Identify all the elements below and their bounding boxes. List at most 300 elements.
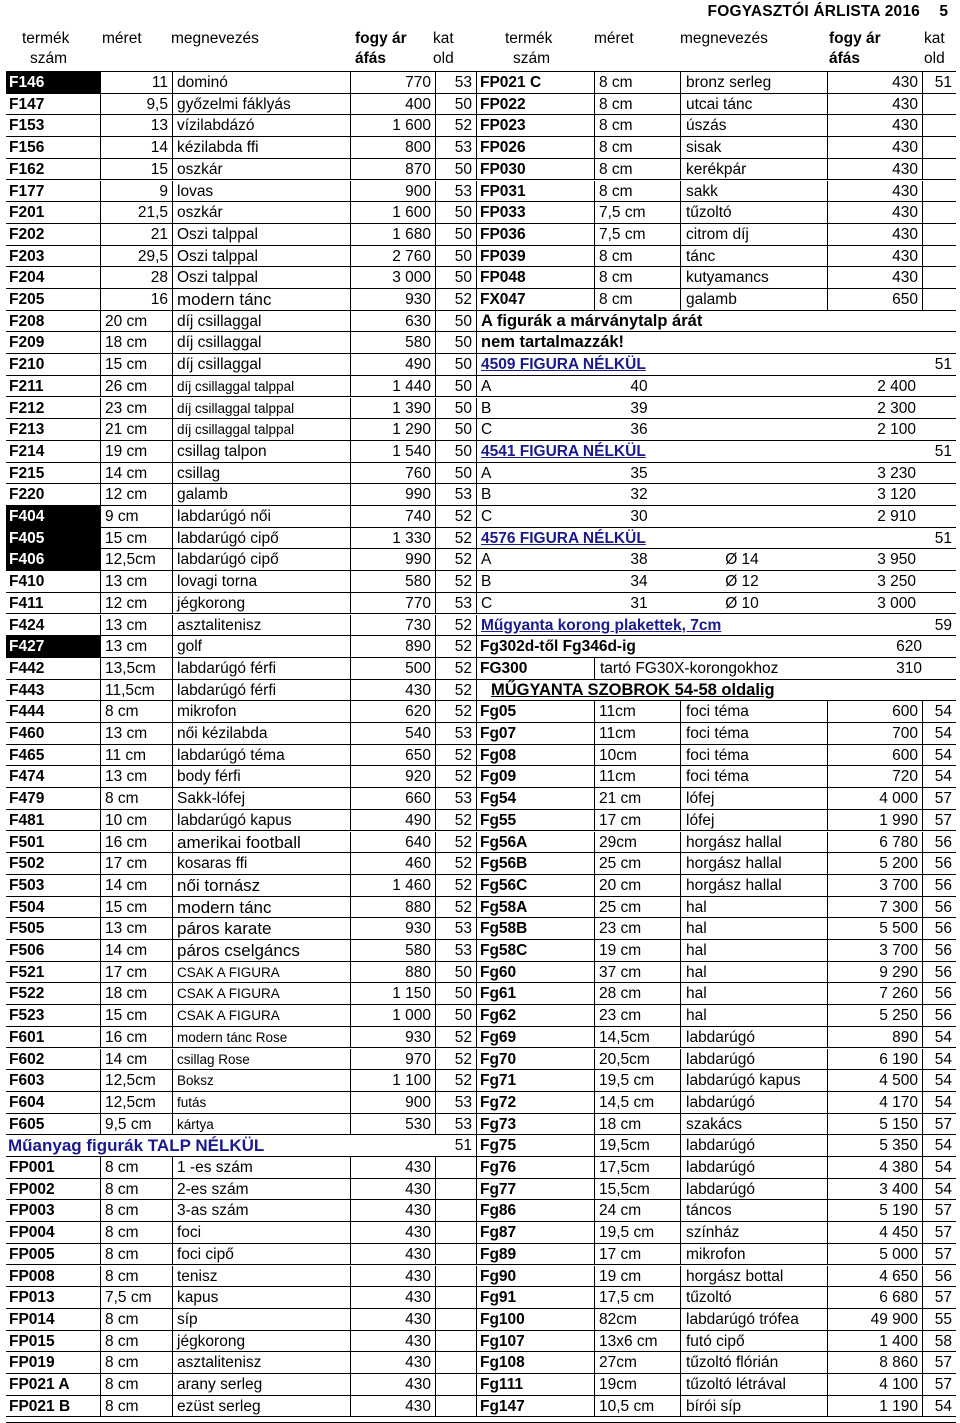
catalog-page: 52 (435, 571, 476, 592)
header-price-line2: áfás (355, 50, 387, 67)
product-code: F201 (9, 204, 45, 222)
catalog-page (922, 289, 956, 310)
product-code: FP023 (476, 115, 594, 136)
product-name: színház (680, 1222, 827, 1243)
product-size: 15,5cm (594, 1179, 680, 1200)
product-price: 430 (827, 159, 922, 180)
product-code: FP021 C (476, 72, 594, 93)
product-price: 1 460 (350, 875, 435, 896)
product-size: 19,5 cm (594, 1070, 680, 1091)
product-name: csillag talpon (172, 441, 350, 462)
base-diameter: Ø 12 (725, 573, 759, 591)
product-code: Fg58C (476, 940, 594, 961)
product-size: 8 cm (594, 181, 680, 202)
product-code: Fg56C (476, 875, 594, 896)
product-name: foci (172, 1222, 350, 1243)
product-name: tánc (680, 246, 827, 267)
product-name: labdarúgó kapus (680, 1070, 827, 1091)
product-name: kutyamancs (680, 267, 827, 288)
catalog-page: 53 (435, 72, 476, 93)
product-price: 600 (827, 745, 922, 766)
product-size: 8 cm (100, 1244, 172, 1265)
base-price: 3 230 (877, 464, 916, 482)
product-code: F214 (9, 442, 45, 460)
product-name: CSAK A FIGURA (172, 1005, 350, 1026)
product-code: Fg56B (476, 853, 594, 874)
product-price: 930 (350, 289, 435, 310)
product-size: 20 cm (100, 311, 172, 332)
catalog-page: 52 (435, 1049, 476, 1070)
product-size: 11cm (594, 701, 680, 722)
catalog-page: 54 (922, 1179, 956, 1200)
table-row (6, 1244, 956, 1266)
catalog-page: 50 (435, 441, 476, 462)
catalog-page: 56 (922, 853, 956, 874)
product-price: 500 (350, 658, 435, 679)
product-price: 4 380 (827, 1157, 922, 1178)
catalog-page: 54 (922, 1135, 956, 1156)
product-size: 8 cm (100, 788, 172, 809)
product-price: 800 (350, 137, 435, 158)
product-price: 580 (350, 571, 435, 592)
table-row (6, 680, 956, 702)
base-size: 31 (630, 594, 648, 612)
product-price: 3 700 (827, 940, 922, 961)
product-size: 7,5 cm (594, 224, 680, 245)
product-size: 11,5cm (100, 680, 172, 701)
catalog-page: 53 (435, 137, 476, 158)
product-size: 28 (100, 267, 172, 288)
table-row (6, 94, 956, 116)
product-price: 430 (827, 137, 922, 158)
product-code: Fg61 (476, 983, 594, 1004)
catalog-page: 54 (922, 1070, 956, 1091)
product-price: 430 (350, 1179, 435, 1200)
table-row (6, 441, 956, 463)
product-name: labdarúgó (680, 1092, 827, 1113)
product-code: F479 (9, 790, 45, 808)
product-name: női tornász (172, 875, 350, 896)
product-price: 2 760 (350, 246, 435, 267)
table-row (6, 463, 956, 485)
product-size: 17 cm (594, 1244, 680, 1265)
product-code: F601 (9, 1028, 45, 1046)
product-code: F156 (9, 139, 45, 157)
product-name: galamb (172, 484, 350, 505)
product-name: kosaras ffi (172, 853, 350, 874)
product-name: labdarúgó (680, 1157, 827, 1178)
product-code: F406 (6, 549, 100, 570)
product-code: F213 (9, 421, 45, 439)
table-row (6, 506, 956, 528)
base-price: 3 000 (877, 594, 916, 612)
product-price: 1 540 (350, 441, 435, 462)
table-row (6, 1374, 956, 1396)
catalog-page: 53 (435, 1114, 476, 1135)
catalog-page: 57 (922, 1222, 956, 1243)
catalog-page: 50 (435, 962, 476, 983)
product-name: horgász hallal (680, 853, 827, 874)
base-price: 2 100 (877, 421, 916, 439)
product-name: női kézilabda (172, 723, 350, 744)
product-code: F405 (6, 528, 100, 549)
product-size: 28 cm (594, 983, 680, 1004)
product-size: 9,5 cm (100, 1114, 172, 1135)
product-price: 430 (350, 1287, 435, 1308)
product-size: 17,5 cm (594, 1287, 680, 1308)
product-code: FP026 (476, 137, 594, 158)
base-price: 3 120 (877, 486, 916, 504)
product-name: foci cipő (172, 1244, 350, 1265)
product-code: FP033 (476, 202, 594, 223)
product-name: mikrofon (680, 1244, 827, 1265)
section-title: Műgyanta korong plakettek, 7cm (476, 615, 916, 636)
product-name: labdarúgó (680, 1049, 827, 1070)
table-row (6, 940, 956, 962)
product-size: 11 (100, 72, 172, 93)
table-row (6, 723, 956, 745)
product-price: 310 (896, 659, 922, 677)
product-size: 8 cm (100, 1179, 172, 1200)
product-code: F404 (6, 506, 100, 527)
product-price: 430 (350, 680, 435, 701)
product-price: 1 330 (350, 528, 435, 549)
catalog-page: 57 (922, 1244, 956, 1265)
base-section-title: 4576 FIGURA NÉLKÜL (476, 528, 916, 549)
product-code: Fg55 (476, 810, 594, 831)
product-name: szakács (680, 1114, 827, 1135)
product-code: F177 (9, 182, 45, 200)
product-size: 8 cm (594, 115, 680, 136)
base-price: 3 250 (877, 573, 916, 591)
product-size: 17 cm (594, 810, 680, 831)
table-header (0, 29, 960, 70)
product-name: kerékpár (680, 159, 827, 180)
product-name: asztalitenisz (172, 1352, 350, 1373)
product-size: 23 cm (100, 398, 172, 419)
product-name: jégkorong (172, 1331, 350, 1352)
product-code: FP015 (9, 1332, 55, 1350)
price-table (6, 71, 956, 1423)
product-code: Fg76 (476, 1157, 594, 1178)
product-price: 49 900 (827, 1309, 922, 1330)
product-price: 430 (350, 1396, 435, 1417)
product-name: galamb (680, 289, 827, 310)
product-price: 1 100 (350, 1070, 435, 1091)
table-row (6, 636, 956, 658)
product-code: Fg147 (476, 1396, 594, 1417)
table-row (6, 311, 956, 333)
product-code: F146 (6, 72, 100, 93)
catalog-page: 52 (435, 615, 476, 636)
section-page: 51 (934, 442, 952, 460)
table-row (6, 1309, 956, 1331)
header-code-right-line1: termék (505, 30, 553, 47)
product-name: páros cselgáncs (172, 940, 350, 961)
product-price: 770 (350, 72, 435, 93)
table-row (6, 1331, 956, 1353)
product-size: 8 cm (594, 137, 680, 158)
catalog-page: 54 (922, 1157, 956, 1178)
product-price: 620 (896, 638, 922, 656)
catalog-page: 52 (435, 506, 476, 527)
product-price: 430 (350, 1222, 435, 1243)
product-code: FP022 (476, 94, 594, 115)
product-code: Fg56A (476, 832, 594, 853)
product-name: labdarúgó kapus (172, 810, 350, 831)
product-name: hal (680, 962, 827, 983)
table-row (6, 658, 956, 680)
note-text: nem tartalmazzák! (476, 332, 956, 353)
product-price: 900 (350, 1092, 435, 1113)
table-row (6, 332, 956, 354)
product-name: asztalitenisz (172, 615, 350, 636)
catalog-page (435, 1287, 476, 1308)
product-code: F411 (9, 594, 44, 612)
product-code: F501 (9, 833, 45, 851)
product-size: 8 cm (100, 1222, 172, 1243)
product-code: F474 (9, 768, 45, 786)
catalog-page: 50 (435, 246, 476, 267)
catalog-page: 52 (435, 766, 476, 787)
product-name: body férfi (172, 766, 350, 787)
catalog-page: 50 (435, 354, 476, 375)
base-price: 2 300 (877, 399, 916, 417)
product-code: Fg05 (476, 701, 594, 722)
catalog-page: 57 (922, 1200, 956, 1221)
product-code: Fg58A (476, 897, 594, 918)
product-price: 430 (350, 1374, 435, 1395)
product-size: 8 cm (594, 159, 680, 180)
product-price: 970 (350, 1049, 435, 1070)
catalog-page: 50 (435, 202, 476, 223)
product-code: Fg07 (476, 723, 594, 744)
product-size: 15 cm (100, 897, 172, 918)
catalog-page: 56 (922, 962, 956, 983)
product-price: 1 190 (827, 1396, 922, 1417)
product-size: 14 cm (100, 940, 172, 961)
product-price: 6 680 (827, 1287, 922, 1308)
base-diameter (684, 376, 800, 397)
product-size: 18 cm (100, 983, 172, 1004)
product-code: Fg69 (476, 1027, 594, 1048)
section-page: 51 (934, 529, 952, 547)
catalog-page: 52 (435, 636, 476, 657)
product-price: 700 (827, 723, 922, 744)
product-price: 730 (350, 615, 435, 636)
product-name: labdarúgó férfi (172, 680, 350, 701)
product-size: 18 cm (594, 1114, 680, 1135)
product-code: Fg86 (476, 1200, 594, 1221)
catalog-page (922, 267, 956, 288)
catalog-page (435, 1179, 476, 1200)
catalog-page: 54 (922, 1396, 956, 1417)
catalog-page: 52 (435, 680, 476, 701)
product-price: 460 (350, 853, 435, 874)
product-price: 720 (827, 766, 922, 787)
product-size: 13 cm (100, 615, 172, 636)
product-code: F442 (9, 659, 45, 677)
product-price: 430 (827, 115, 922, 136)
product-price: 890 (350, 636, 435, 657)
product-price: 430 (827, 94, 922, 115)
product-name: győzelmi fáklyás (172, 94, 350, 115)
product-size: 12,5cm (100, 1092, 172, 1113)
product-name: tűzoltó (680, 202, 827, 223)
product-size: 14 (100, 137, 172, 158)
product-price: 990 (350, 484, 435, 505)
base-price: 2 400 (877, 377, 916, 395)
base-diameter: Ø 10 (725, 594, 759, 612)
catalog-page: 54 (922, 766, 956, 787)
header-price-line1: fogy ár (355, 30, 407, 47)
table-row (6, 246, 956, 268)
catalog-page: 50 (435, 267, 476, 288)
base-size: 39 (630, 399, 648, 417)
product-name: amerikai football (172, 832, 350, 853)
product-code: Fg89 (476, 1244, 594, 1265)
table-row (6, 72, 956, 94)
product-code: F465 (9, 746, 45, 764)
product-size: 13 cm (100, 636, 172, 657)
product-price: 1 390 (350, 398, 435, 419)
product-name: golf (172, 636, 350, 657)
base-diameter (684, 463, 800, 484)
catalog-page: 53 (435, 918, 476, 939)
product-size: 11cm (594, 723, 680, 744)
catalog-page: 53 (435, 723, 476, 744)
catalog-page: 54 (922, 1049, 956, 1070)
catalog-page: 56 (922, 897, 956, 918)
catalog-page: 50 (435, 398, 476, 419)
product-price: 880 (350, 962, 435, 983)
product-price: 1 290 (350, 419, 435, 440)
catalog-page: 52 (435, 810, 476, 831)
catalog-page: 50 (435, 419, 476, 440)
product-name: labdarúgó cipő (172, 528, 350, 549)
product-code: Fg72 (476, 1092, 594, 1113)
catalog-page: 57 (922, 1114, 956, 1135)
base-section-title: 4541 FIGURA NÉLKÜL (476, 441, 916, 462)
table-row (6, 1266, 956, 1288)
base-size: 34 (630, 573, 648, 591)
catalog-page (435, 1352, 476, 1373)
product-size: 8 cm (100, 1331, 172, 1352)
product-size: 14,5 cm (594, 1092, 680, 1113)
product-code: F147 (9, 95, 45, 113)
product-price: 630 (350, 311, 435, 332)
table-row (6, 962, 956, 984)
product-price: 5 250 (827, 1005, 922, 1026)
product-name: sakk (680, 181, 827, 202)
product-price: 9 290 (827, 962, 922, 983)
table-row (6, 224, 956, 246)
product-code: FP021 A (9, 1376, 70, 1393)
product-price: 430 (827, 202, 922, 223)
product-price: 7 300 (827, 897, 922, 918)
catalog-page: 52 (435, 528, 476, 549)
product-name: lovagi torna (172, 571, 350, 592)
product-code: F202 (9, 225, 45, 243)
table-row (6, 1352, 956, 1374)
product-price: 430 (827, 267, 922, 288)
product-size: 17 cm (100, 962, 172, 983)
catalog-page: 55 (922, 1309, 956, 1330)
table-row (6, 1200, 956, 1222)
page-number: 5 (939, 3, 948, 20)
catalog-page (435, 1331, 476, 1352)
product-name: díj csillaggal (172, 311, 350, 332)
catalog-page: 54 (922, 1092, 956, 1113)
base-size: 32 (630, 486, 648, 504)
product-price: 4 100 (827, 1374, 922, 1395)
catalog-page: 54 (922, 723, 956, 744)
product-size: 10cm (594, 745, 680, 766)
product-price: 430 (350, 1309, 435, 1330)
catalog-page (435, 1374, 476, 1395)
product-size: 13,5cm (100, 658, 172, 679)
product-code: F204 (9, 269, 45, 287)
product-price: 4 450 (827, 1222, 922, 1243)
header-code-line1: termék (22, 30, 70, 47)
product-price: 4 650 (827, 1266, 922, 1287)
product-code: F444 (9, 703, 45, 721)
product-name: tenisz (172, 1266, 350, 1287)
product-name: 1 -es szám (172, 1157, 350, 1178)
product-price: 430 (827, 72, 922, 93)
product-code: Fg302d-től Fg346d-ig (476, 636, 776, 657)
table-row (6, 701, 956, 723)
base-section-title: 4509 FIGURA NÉLKÜL (476, 354, 916, 375)
product-size: 20 cm (594, 875, 680, 896)
product-size: 8 cm (100, 1157, 172, 1178)
product-size: 29cm (594, 832, 680, 853)
table-row (6, 875, 956, 897)
product-code: F481 (9, 811, 45, 829)
catalog-page: 57 (922, 1374, 956, 1395)
product-code: FP030 (476, 159, 594, 180)
product-price: 580 (350, 332, 435, 353)
product-code: Fg60 (476, 962, 594, 983)
product-price: 650 (827, 289, 922, 310)
product-size: 8 cm (100, 1352, 172, 1373)
product-price: 870 (350, 159, 435, 180)
product-code: F523 (9, 1007, 45, 1025)
product-price: 1 600 (350, 115, 435, 136)
base-diameter (684, 506, 800, 527)
product-price: 430 (827, 224, 922, 245)
product-price: 5 190 (827, 1200, 922, 1221)
product-size: 25 cm (594, 897, 680, 918)
table-row (6, 615, 956, 637)
header-name-right: megnevezés (680, 30, 768, 47)
table-row (6, 202, 956, 224)
product-size: 8 cm (100, 701, 172, 722)
product-price: 540 (350, 723, 435, 744)
product-name: labdarúgó férfi (172, 658, 350, 679)
product-code: F211 (9, 377, 44, 395)
product-price: 5 200 (827, 853, 922, 874)
product-name: kapus (172, 1287, 350, 1308)
product-name: úszás (680, 115, 827, 136)
product-price: 8 860 (827, 1352, 922, 1373)
product-price: 930 (350, 1027, 435, 1048)
product-code: Fg08 (476, 745, 594, 766)
product-name: díj csillaggal (172, 332, 350, 353)
table-row (6, 918, 956, 940)
product-code: F208 (9, 312, 45, 330)
product-name: páros karate (172, 918, 350, 939)
